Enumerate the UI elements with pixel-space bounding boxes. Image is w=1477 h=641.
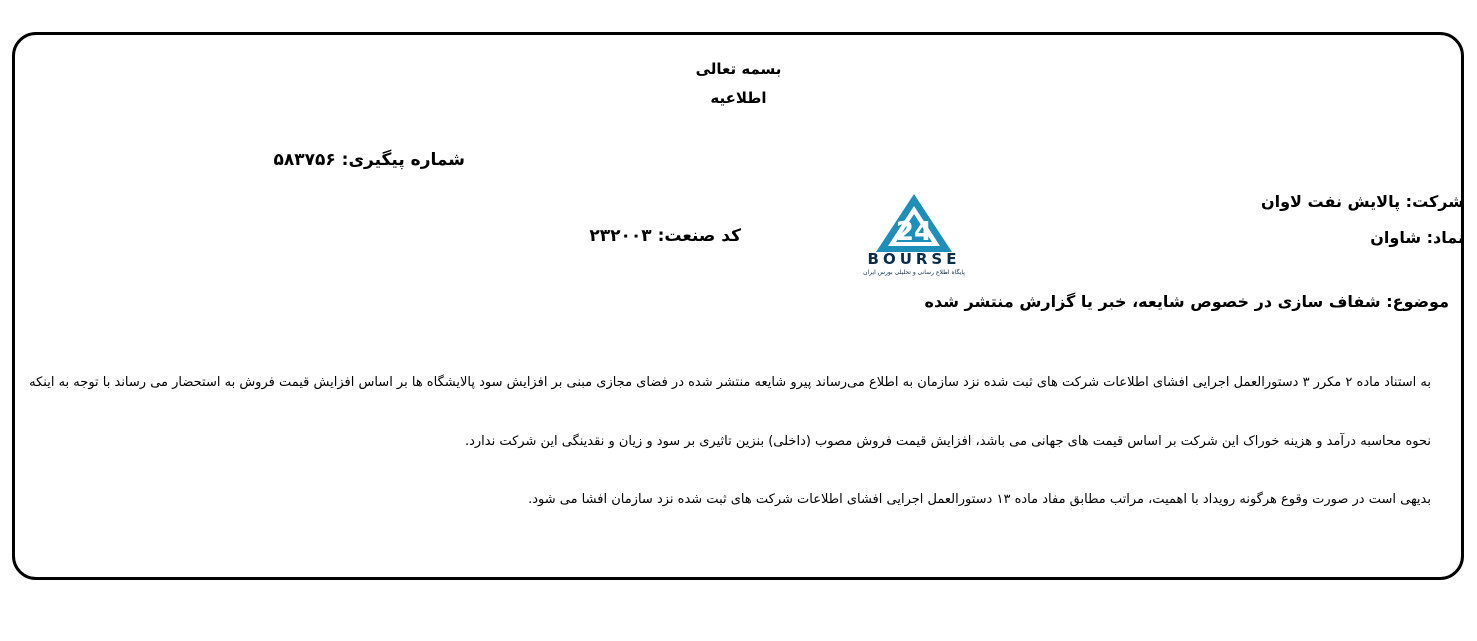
- company-name: شرکت: پالایش نفت لاوان: [1260, 192, 1464, 211]
- ticker-symbol: نماد: شاوان: [1370, 228, 1464, 247]
- basmala-heading: بسمه تعالی: [695, 60, 782, 78]
- logo-caption: پایگاه اطلاع رسانی و تحلیلی بورس ایران: [863, 269, 965, 276]
- logo-numeral: 24: [895, 217, 933, 247]
- tracking-number: شماره پیگیری: ۵۸۳۷۵۶: [273, 150, 465, 170]
- logo-wordmark: BOURSE: [867, 250, 961, 268]
- body-paragraph-2: نحوه محاسبه درآمد و هزینه خوراک این شرکت بر اساس قیمت های جهانی می باشد، افزایش قیمت فروش مصوب (داخلی) بنزین تاثیری بر سود و زیان و نقدینگی این شرکت ندارد.: [464, 434, 1431, 449]
- announcement-title: اطلاعیه: [710, 89, 767, 107]
- industry-code: کد صنعت: ۲۳۲۰۰۳: [589, 226, 741, 246]
- subject-line: موضوع: شفاف سازی در خصوص شایعه، خبر یا گزارش منتشر شده: [924, 292, 1449, 311]
- bourse-triangle-icon: [856, 192, 972, 254]
- bourse24-logo: [856, 192, 972, 284]
- body-paragraph-1: به استناد ماده ۲ مکرر ۳ دستورالعمل اجرایی افشای اطلاعات شرکت های ثبت شده نزد سازمان به اطلاع می‌رساند پیرو شایعه منتشر شده در فضای مجازی مبنی بر افزایش سود پالایشگاه ها بر اساس افزایش قیمت فروش به استحضار می رساند با توجه به اینکه: [29, 375, 1431, 390]
- body-paragraph-3: بدیهی است در صورت وقوع هرگونه رویداد با اهمیت، مراتب مطابق مفاد ماده ۱۳ دستورالعمل اجرایی افشای اطلاعات شرکت های ثبت شده نزد سازمان افشا می شود.: [528, 492, 1431, 507]
